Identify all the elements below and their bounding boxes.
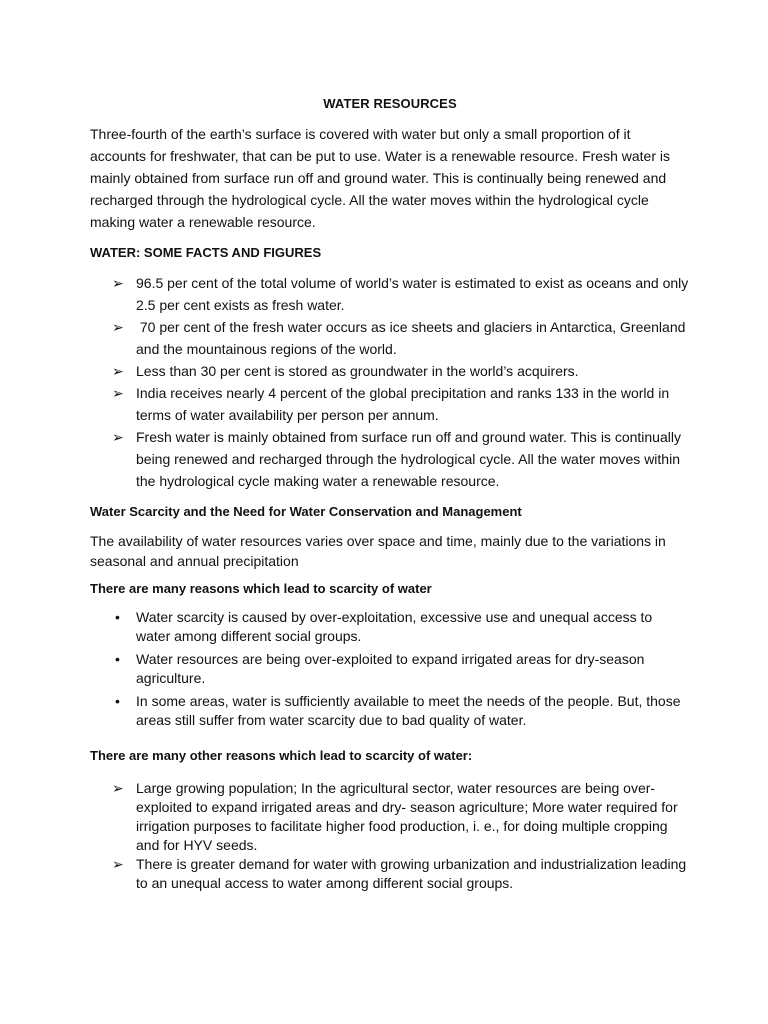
arrow-bullet-icon: ➢ (112, 385, 124, 401)
arrow-bullet-icon: ➢ (112, 780, 124, 796)
reasons-heading: There are many reasons which lead to scarcity of water (90, 581, 432, 596)
list-item-text: Water resources are being over-exploited to expand irrigated areas for dry-season agriculture. (136, 651, 645, 686)
other-reasons-heading: There are many other reasons which lead to scarcity of water: (90, 748, 473, 763)
list-item-text: In some areas, water is sufficiently available to meet the needs of the people. But, those areas still suffer from water scarcity due to bad quality of water. (136, 693, 681, 728)
arrow-bullet-icon: ➢ (112, 319, 124, 335)
arrow-bullet-icon: ➢ (112, 363, 124, 379)
list-item (90, 608, 690, 646)
document-content (90, 96, 690, 901)
scarcity-heading: Water Scarcity and the Need for Water Conservation and Management (90, 504, 522, 519)
scarcity-paragraph: The availability of water resources varies over space and time, mainly due to the variations in seasonal and annual precipitation (90, 533, 666, 569)
list-item-text: 96.5 per cent of the total volume of world’s water is estimated to exist as oceans and only 2.5 per cent exists as fresh water. (136, 275, 689, 313)
bullet-dot-icon: • (115, 693, 120, 709)
list-item (90, 855, 690, 893)
list-item (90, 382, 690, 426)
list-item-text: Less than 30 per cent is stored as groundwater in the world’s acquirers. (136, 363, 579, 379)
list-item (90, 650, 690, 688)
intro-paragraph: Three-fourth of the earth’s surface is covered with water but only a small proportion of it accounts for freshwater, that can be put to use. Water is a renewable resource. Fresh water is mainly obtained from surface run off and ground water. This is continually being renewed and recharged through the hydrological cycle. All the water moves within the hydrological cycle making water a renewable resource. (90, 126, 670, 230)
arrow-bullet-icon: ➢ (112, 856, 124, 872)
arrow-bullet-icon: ➢ (112, 429, 124, 445)
list-item (90, 426, 690, 492)
other-reasons-list (90, 779, 690, 893)
bullet-dot-icon: • (115, 609, 120, 625)
list-item-text: Fresh water is mainly obtained from surface run off and ground water. This is continually being renewed and recharged through the hydrological cycle. All the water moves within the hydrological cycle making water a renewable resource. (136, 429, 681, 489)
list-item (90, 272, 690, 316)
facts-list (90, 272, 690, 492)
list-item-text: Large growing population; In the agricultural sector, water resources are being over-exploited to expand irrigated areas and dry- season agriculture; More water required for irrigation purposes to facilitate higher food production, i. e., for doing multiple cropping and for HYV seeds. (136, 780, 678, 853)
list-item-text: 70 per cent of the fresh water occurs as ice sheets and glaciers in Antarctica, Greenland and the mountainous regions of the world. (136, 319, 690, 357)
page-title: WATER RESOURCES (323, 96, 457, 111)
list-item (90, 779, 690, 855)
reasons-list (90, 608, 690, 730)
list-item (90, 316, 690, 360)
list-item-text: India receives nearly 4 percent of the global precipitation and ranks 133 in the world in terms of water availability per person per annum. (136, 385, 670, 423)
list-item (90, 692, 690, 730)
bullet-dot-icon: • (115, 651, 120, 667)
list-item-text: There is greater demand for water with growing urbanization and industrialization leading to an unequal access to water among different social groups. (136, 856, 687, 891)
list-item-text: Water scarcity is caused by over-exploitation, excessive use and unequal access to water among different social groups. (136, 609, 653, 644)
arrow-bullet-icon: ➢ (112, 275, 124, 291)
list-item (90, 360, 690, 382)
facts-heading: WATER: SOME FACTS AND FIGURES (90, 245, 322, 260)
